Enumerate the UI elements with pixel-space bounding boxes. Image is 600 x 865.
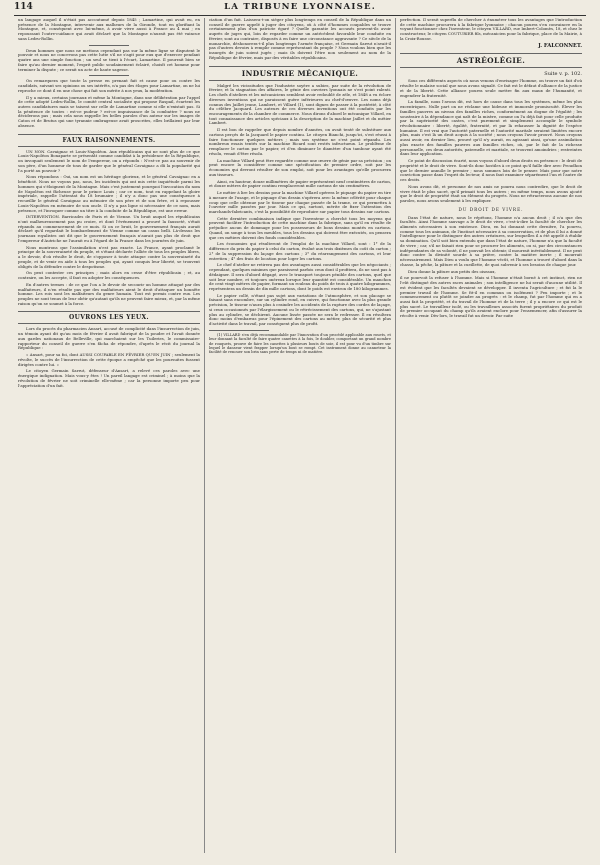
column-rule	[204, 18, 205, 853]
paragraph: Ainsi, en hauteur, douze millimètres de papier représentent neuf centimètres de carton, et douze mètres de papier continu remplaceront mille cartons de six centimètres.	[209, 178, 391, 189]
author-signature: J. FALCONNET.	[538, 42, 582, 49]
paragraph: En d'autres termes : de ce que l'on a le devoir de secourir un homme attaqué par des malfaiteurs, il n'en résulte pas que des malfaiteurs aient le droit d'attaquer un honnête homme. Les rois sont les malfaiteurs du genre humain. Tout est permis contre eux. Les peuples ne sont tenus de leur obéir qu'autant qu'ils ne peuvent faire mieux, et, par la même raison qu'on se soumet à la force.	[18, 281, 200, 306]
paragraph: Nous répondons : Oui, un nom est un héritage glorieux, et le général Cavaignac en a bénéficié. Nous ne voyons pas, nous, les incidents qui ont mis cette inquiétude parmi les hommes qui s'éloignent de la Montagne. Mais c'est justement pourquoi l'invocation du nom de Napoléon est fâcheuse pour le prince Louis ; car ce nom, tout en rappelant la gloire impériale, rappelle l'attentat du 18 brumaire ; il n'y a donc pas une conséquence à recueillir le général Cavaignac au mémoire de son père et de son frère, et à repousser Louis-Napoléon en mémoire de son oncle. Il n'y a pas ligne si nécessaire de ce nom, mais présence, et l'invoquer comme un titre à la conduite de la République, est une erreur.	[18, 174, 200, 213]
paragraph: Ce point de discussion écarté, nous voyons d'abord deux droits en présence : le droit de propriété et le droit de vivre. Sont-ils donc hostiles à ce point qu'il faille dire avec Proudhon que le dernier annulle le premier ; nous sommes loin de le penser. Mais pour que notre conviction passe dans l'esprit du lecteur, il nous faut examiner séparément l'un et l'autre de ces droits.	[400, 158, 582, 183]
paragraph: Le chef d'atelier ne retirera pas des avantages aussi considérables que les négociants ; cependant, quelques minimes que paraissent parfois ceux dont il profitera, ils ne sont pas à dédaigner. Il sera d'abord dégagé, avec le transport toujours pénible des cartons, quel que soit leur nombre, et toujours onéreux lorsque leur quantité est considérable. Un manchon de cent vingt mètres de papier, formant un rouleau du poids de trois à quatre kilogrammes, représentera un dessin de dix mille cartons, dont le poids est environ de 180 kilogrammes.	[209, 262, 391, 291]
paragraph: Nous montrons que l'assimilation n'est pas exacte. La France, ayant proclamé le principe de la souveraineté du peuple, et s'étant déclarée l'alliée de tous les peuples libres, a le devoir, d'où résulte le droit, de s'opposer à toute attaque contre la souveraineté du peuple, et de venir en aide à tous les peuples qui, ayant conquis leur liberté, se trouvent obligés de la défendre contre le despotisme.	[18, 244, 200, 269]
column-2	[209, 18, 391, 853]
journal-title: LA TRIBUNE LYONNAISE.	[224, 2, 376, 12]
footnote: (1) VILLARD s'en déjà recommandable par l'innovation d'un procédé applicable aux rouets, et leur donnant la faculté de faire quatre canettes à la fois, le doubler, comportant un grand nombre de rouquets, prouve de faire les canettes à plusieurs bouts de soie, il est pour vu d'un timbre sur lequel le danseur vient frapper lorsqu'un bout se rompt. Cet instrument donne au canneteur la facilité de renouer son brin sans perte de temps ni de matière.	[209, 332, 391, 355]
paragraph: il ne pourvoit la refuser à l'homme. Mais si l'homme n'était borné à cet instinct, rien ne l'eût distingué des autres races animales ; son intelligence ne lui serait d'aucune utilité. Il est évident que les facultés devaient se développer. Il inventa l'agriculture ; et fut la le premier travail de l'homme. Se fit-il en commun ou isolément ? Peu importe ; et le commencement ou plutôt se joindre au progrès : et le champ, fut par l'homme qui en a aussi fait la propriété, et du travail de l'homme et de la terre ; il y a encore ce qui est le plus sacré. Le travailleur isolé, ou les travailleurs associés furent propriétaires du produit de premier occupant du champ qu'ils avaient enclore pour l'ensemencer, afin d'assurer la récolte à venir. Dès-lors, le travail fut un devoir. Par suite	[400, 275, 582, 319]
paragraph: Sous ces différents aspects où nous venons d'envisager l'homme, on trouve un fait d'où résulte le malaise social que nous avons signalé. Ce fait est le défaut d'alliance de la justice et de la liberté. Cette alliance pourra seule mettre fin aux maux de l'humanité, et engendrer la fraternité.	[400, 78, 582, 98]
paragraph: Dans l'état de nature, nous le répétons, l'homme n'a aucun droit ; il n'a que des facultés. Ainsi l'homme sauvage a le droit de vivre, c'est-à-dire la faculté de chercher les aliments nécessaires à son existence. Dieu, en lui donnant cette dernière, l'a pourvu, comme tous les animaux, de l'instinct nécessaire à sa conservation, et de plus il lui a donné l'intelligence pour le distinguer des autres créatures, sur lesquelles il a été appelé à établir sa domination. Qu'il soit bien entendu que dans l'état de nature, l'homme n'a que la faculté de vivre ; car, s'il ne faisait rien pour se procurer les aliments, ou si, par des circonstances indépendantes de sa volonté, il ne pouvait les obtenir, il mourrait inévitablement. Il ne peut donc contre la divinité sourde à sa prière, contre la matière inerte ; il mourrait nécessairement. Mais Dieu a voulu que l'homme vécût, et l'homme a trouvé d'abord dans la chasse, la pêche, la pâture et la cueillette, de quoi subvenir à ses besoins de chaque jour.	[400, 214, 582, 267]
separator	[89, 75, 129, 76]
page-header	[14, 0, 586, 14]
paragraph: Malgré les vicissitudes que l'industrie soyère a subies, par suite de la révolution de février, et la stagnation des affaires, le génie des ouvriers lyonnais ne s'est point ralenti. Les chefs d'ateliers et les mécaniciens semblent avoir redoublé de zèle, et 1848 a vu éclore diverses inventions qui ne paraissent guère inférieures au chef-d'œuvre. Les noms déjà connus des Jaillet jeune, Lambert, et Villard (1), sont dignes de passer à la postérité, à côté du célèbre Jacquard. Les auteurs de ces diverses inventions ont été conduits par les encouragements de la chambre de commerce. Nous dirons d'abord le mécanique Villard, en tout connaissance des articles spéciaux à la description de la machine Jaillet et du métier Lambert.	[209, 82, 391, 126]
header-rule	[14, 15, 586, 16]
paragraph: Les économies qui résulteront de l'emploi de la machine Villard, sont : 1° de la différence du prix du papier à celui du carton, évalué aux trois dixièmes du coût du carton ; 2° de la suppression du laçage des cartons ; 3° du réarrangement des cartons, et leur entretien ; 4° des frais de location pour loger les cartons.	[209, 241, 391, 261]
paragraph: Le papier collé, n'étant pas sujet aux variations de l'atmosphère, et son placage se faisant sans encombre, sur un cylindre rond, en cuivre, qui fonctionne avec la plus grande précision, le tisseur n'aura plus à craindre les accidents de la rupture des cordes de laçage, si ceux occasionnés par l'élargissement ou le rétrécissement des cartons, qui, ne s'ajustant plus au cylindre, se déchirent. Aucune lissée passée ne sera le redresser. Il en résultera donc moins d'embarras pour l'épinement des cartons au métier, plus de sécurité et plus d'activité dans le travail, par conséquent plus de profit.	[209, 292, 391, 327]
paragraph: INTERVENTION. Barricades de Paris et de Vienne. Un bruit auquel les républicains n'ont malheureusement pas pu croire, et dont l'événement a prouvé la fausseté, s'était répandu au commencement de ce mois. Si on ce bruit, le gouvernement français aurait déclaré qu'il regardait le bombardement de Vienne comme un casus belli. Là-dessus les journaux royalistes ont dit que le gouvernement français n'aurait pas plus de droit que l'empereur d'Autriche ne l'aurait eu à l'égard de la France dans les journées de juin.	[18, 214, 200, 243]
column-3	[400, 18, 582, 853]
paragraph: On peut contester ces principes ; mais alors en cesse d'être républicain ; et, au contraire, on les accepte, il faut en adopter les conséquences.	[18, 270, 200, 281]
footnote-rule	[209, 330, 269, 331]
paragraph: perfection. Il serait superflu de chercher à énumérer tous les avantages que l'introduction de cette machine procurera à la fabrique lyonnaise ; chacun pourra s'en convaincre en la voyant fonctionner chez l'inventeur, le citoyen VILLARD, rue Imbert-Colomès, 18, et chez le constructeur, le citoyen COUTURIER fils, mécanicien pour la fabrique, place de la Mairie, à la Croix-Rousse.	[400, 18, 582, 41]
page-number: 114	[14, 2, 33, 12]
paragraph: La machine Villard peut être regardée comme une œuvre de génie par sa précision ; on peut encore la considérer comme une spécification de premier ordre, soit par les économies qui devront résulter de son emploi, soit pour les avantages qu'elle procurera aux tisseurs.	[209, 157, 391, 177]
paragraph: La famille, nous l'avons dit, est hors de cause dans tous les systèmes, même les plus excentriques. Nulle part on ne réclame une hideuse et immorale promiscuité. Élever les familles pauvres au niveau des familles riches, conformément au dogme de l'égalité ; les soustraire à la dépendance qui naît de la misère, comme on l'a déjà fait pour celle produite par la supériorité des castes, c'est purement et simplement accomplir le symbole révolutionnaire : liberté, égalité, fraternité, et par là rehausser la dignité de l'espèce humaine. Il est vrai que l'autorité paternelle et l'autorité maritale seraient limitées encore plus, mais c'est là un droit acquis à la société ; nous croyons l'avoir prouvé. Nous croyons aussi avoir, en dernier lieu, prouvé qu'il n'y aurait, en agissant ainsi, qu'une assimilation plus exacte des familles pauvres aux familles riches, où, par le fait de la richesse personnelle, ces deux autorités, paternelle et maritale, se trouvent amoindries ; restreintes dans leur application.	[400, 99, 582, 157]
section-heading-industrie-mecanique: INDUSTRIE MÉCANIQUE.	[209, 66, 391, 81]
paragraph: ciation d'un fait. Laissera-t-on siéger plus longtemps en conseil de la République dans un conseil de guerre appelé à juger des citoyens, où à côté d'hommes coupables se trouve certainement plus d'un patriote égaré ? Quelle garantie les accusés peuvent-ils avoir auprès de juges qui, loin de regarder comme un antécédent favorable leur conduite en février, sont au contraire, disposés à en faire une circonstance aggravante ? Ce siècle de la monarchie, déshonorera-t-il plus longtemps l'armée française, et Germain Sarrut n'avait-il pas d'autres devoirs à remplir comme représentant du peuple ? Nous voulons bien que les insurgés de juin soient jugés ; mais ils doivent l'être non seulement au nom de la République de février, mais par des véritables républicains.	[209, 18, 391, 60]
paragraph: un langage auquel il n'était pas accoutumé depuis 1845 ; Lamartine, qui avait eu, en présence de la Montagne, intervenir aux malheurs de la Gironde, tout en glorifiant la Montagne, et, conséquent avec lui-même, à avoir vivre aussi à France au 4 mai ; en repoussant l'outre-cuidance qui avait déclaré que la Montagne n'aurait pas été vaincue sans Ledru-Rollin.	[18, 18, 200, 41]
column-rule	[395, 18, 396, 853]
paragraph: UN NON. Cavaignac et Louis-Napoléon. Aux républicains qui ne sont plus de ce que Louis-Napoléon Bonaparte se présentât comme candidat à la présidence de la République, on invoquait seulement le nom de l'empereur, on a répondu : N'est-ce pas au souvenir de son père, d'un honneur de tous de garder que le général Cavaignac a dû la popularité qui l'a porté au pouvoir ?	[18, 148, 200, 173]
paragraph: Il y a mieux, certains journaux et même la Montagne, dans une délibération par l'appel de cette adopté Ledru-Rollin, le comité central socialiste qui propose Raspail, écartent les autres candidatures mais se taisent sur celle de Lamartine comme si elle n'existait pas. Si la pénitence de toutes : est-ce pudeur ? est-ce impuissance de la combattre ? nous ne déciderons pas ; mais cela nous rappelle les belles paroles d'un auteur sur les images de Caton et de Brutus qui une tyrannie ombrageuse avait proscrites, elles brillaient par leur absence.	[18, 94, 200, 128]
quotation: Dieu donne la pâture aux petits des oiseaux,	[408, 268, 496, 274]
column-1	[18, 18, 200, 853]
paragraph: Le citoyen Germain Sarrut, défenseur d'Ansart, a relevé ces paroles avec une énergique indignation. Mais vous-y êtes ! Un pareil langage est criminel ; à moins que la révolution de février ne soit criminelle elle-même ; car la personne importe peu pour l'appréciation d'un fait.	[18, 368, 200, 388]
separator	[89, 45, 129, 46]
section-heading-faux-raisonnements: FAUX RAISONNEMENTS.	[18, 134, 200, 147]
subsection-heading-droit-de-vivre: DU DROIT DE VIVRE.	[458, 206, 524, 212]
continuation-note: Suite v. p. 102.	[544, 71, 582, 78]
paragraph: Cette dernière combinaison indique que l'inventeur a cherché tous les moyens qui peuvent faciliter l'introduction de cette machine dans la fabrique, sans qu'il en résulte de préjudice aucun de dommage pour les possesseurs de bons dessins montés en cartons. Quand, on songe à tous les meubles, tous les dessins qui doivent être exécutés, on pensera que ces métiers doivent des fonds considérables.	[209, 215, 391, 240]
section-heading-astreologie: ASTRÉOLÉGIE.	[400, 53, 582, 68]
paragraph: On remarquera que toute la presse en prenant fait et cause pour ou contre les candidats, suivant ses opinions ou ses intérêts, n'a pas des éloges pour Lamartine, on ne lui reproche ce dont il en une chose qui fait son mérite à nos yeux, la modération.	[18, 78, 200, 93]
paragraph: Deux hommes que nous ne mettons cependant pas sur la même ligne se disputent le pouvoir et nous ne concevons pas cette lutte s'il ne s'agit pour eux que d'exercer pendant quatre ans une simple fonction ; un seul se tient à l'écart, Lamartine. Il pourrait bien se faire qu'au dernier moment, l'esprit public soudainement éclairé, choisît cet homme pour terminer la dispute ; ce serait un acte de haute sagesse.	[18, 47, 200, 72]
section-heading-ouvrons-les-yeux: OUVRONS LES YEUX.	[18, 311, 200, 324]
paragraph: Le métier à lire les dessins pour la machine Villard opérera le piquage du papier en tire à mesure de l'usage, et le piquage d'un dessin s'opérera avec la même célérité pour chaque coup que celle obtenue par le tisseur par chaque passée de la trame, ce qui permettra à l'ouvrier mille passées par jour. Mais ce qui, surtout, mérite de fixer l'attention des marchands-fabricants, c'est la possibilité de reproduire sur papier tous dessins sur cartons.	[209, 190, 391, 214]
paragraph: « Ansart, pour sa foi, dont AUSSI COUPABLE EN FÉVRIER QU'EN JUIN ; seulement la révolte, le succès de l'insurrection de cette époque a empêché que les poursuites fussent dirigées contre lui. »	[18, 352, 200, 367]
paragraph: Nous avons dit, et personne de nos amis ne pourra nous contredire, que le droit de vivre était le plus sacré, qu'il primait tous les autres ; en même temps, nous avons ajouté que le droit de propriété était un élément du progrès. Nous ne rétracterons aucune de nos paroles, nous avons seulement à les expliquer.	[400, 183, 582, 204]
paragraph: Lors du procès du pharmacien Ansart, accusé de complicité dans l'insurrection de juin, un témoin ayant dit qu'au mois de février il avait fabriqué de la poudre et l'avait donnée aux gardes nationaux de Belleville, qui marchaient sur les Tuileries, le commissaire-rapporteur du conseil de guerre s'en fâcha de répondre, d'après le récit du journal la République :	[18, 326, 200, 351]
paragraph: Il est bon de rappeler que depuis nombre d'années, on avait tenté de substituer aux cartons perçés de la Jacquard le papier continu. Le citoyen Bianchi, jusqu'ici, s'est réussi à faire fonctionner quelques métiers ; mais son système ne s'est point répandu. Les nombreux essais tentés sur la machine Ricard sont restés infructueux. Le problème de remplacer le carton par le papier, et d'en diminuer le diamètre d'un tambour ayant été résolu, venait d'être résolu.	[209, 127, 391, 156]
